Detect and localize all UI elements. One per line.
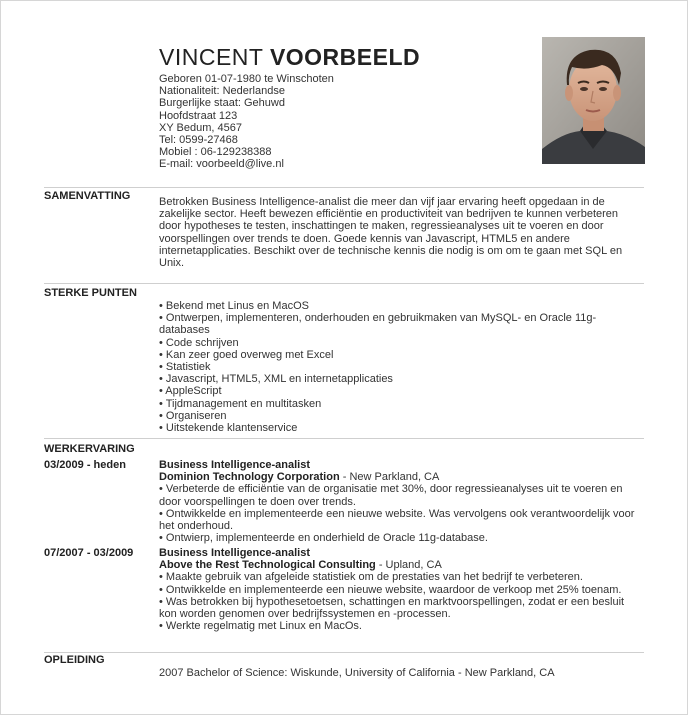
list-item: • AppleScript [159,385,222,398]
birth-info: Geboren 01-07-1980 te Winschoten [159,73,334,85]
job-employer [159,559,639,571]
postal-city: XY Bedum, 4567 [159,121,242,134]
education-heading: OPLEIDING [44,654,105,666]
job-title: Business Intelligence-analist [159,459,310,471]
job-bullet: • Ontwikkelde en implementeerde een nieuwe website. Was vervolgens ook verantwoordelijk voor het onderhoud. [159,507,635,533]
list-item: • Organiseren [159,409,227,422]
job-bullet: • Werkte regelmatig met Linux en MacOs. [159,620,362,633]
street-address: Hoofdstraat 123 [159,109,238,122]
list-item: • Ontwerpen, implementeren, onderhouden en gebruikmaken van MySQL- en Oracle 11g- [159,312,597,325]
job-bullet: • Was betrokken bij hypothesetoetsen, schattingen en marktvoorspellingen, zodat er een besluit kon worden genomen over bedrijfssystemen en -processen. [159,595,625,621]
job-dates: 07/2007 - 03/2009 [44,547,134,559]
summary-heading: SAMENVATTING [44,190,131,202]
email: E-mail: voorbeeld@live.nl [159,158,284,171]
last-name: VOORBEELD [269,44,421,70]
job-entry [159,459,639,544]
list-item: • Uitstekende klantenservice [159,422,298,435]
job-bullet: • Ontwikkelde en implementeerde een nieuwe website, waardoor de verkoop met 25% toenam. [159,583,622,596]
section-divider [44,438,644,439]
first-name: VINCENT [159,44,264,70]
list-item: • Kan zeer goed overweg met Excel [159,348,334,361]
section-divider [44,652,644,653]
list-item: • Bekend met Linus en MacOS [159,300,309,312]
job-bullet: • Ontwierp, implementeerde en onderhield de Oracle 11g-database. [159,532,488,545]
strengths-heading: STERKE PUNTEN [44,287,137,299]
job-dates: 03/2009 - heden [44,459,126,471]
mobile: Mobiel : 06-129238388 [159,146,272,159]
marital-status: Burgerlijke staat: Gehuwd [159,97,285,110]
contact-details [159,73,334,171]
section-divider [44,283,644,284]
strengths-list [159,300,635,434]
summary-text: Betrokken Business Intelligence-analist die meer dan vijf jaar ervaring heeft opgedaan in de zakelijke sector. Heeft bewezen efficiëntie en productiviteit van bedrijven te kunnen verbeteren door hypotheses te testen, inschattingen te maken, regressieanalyses uit te voeren en door voorspellingen over trends te doen. Goede kennis van Javascript, HTML5 en andere internetapplicaties. Beschikt over de technische kennis die nodig is om om te gaan met SQL en Unix. [159,196,623,270]
list-item: • Javascript, HTML5, XML en internetapplicaties [159,373,393,386]
education-text: 2007 Bachelor of Science: Wiskunde, University of California - New Parkland, CA [159,667,555,679]
list-item: databases [159,324,210,337]
section-divider [44,187,644,188]
job-bullet: • Maakte gebruik van afgeleide statistiek om de prestaties van het bedrijf te verbeteren. [159,571,583,584]
job-entry [159,547,639,632]
job-bullet: • Verbeterde de efficiëntie van de organisatie met 30%, door regressieanalyses uit te voeren en door voorspellingen te doen over trends. [159,483,623,508]
profile-photo [542,37,645,164]
company-name: Dominion Technology Corporation [159,471,340,484]
list-item: • Statistiek [159,361,211,374]
list-item: • Tijdmanagement en multitasken [159,397,322,410]
company-location: - Upland, CA [375,559,442,572]
list-item: • Code schrijven [159,336,239,349]
job-title: Business Intelligence-analist [159,547,310,559]
company-name: Above the Rest Technological Consulting [159,559,376,572]
candidate-name [159,44,420,71]
company-location: - New Parkland, CA [339,471,440,484]
experience-heading: WERKERVARING [44,443,135,455]
job-employer [159,471,639,483]
nationality: Nationaliteit: Nederlandse [159,85,285,98]
phone: Tel: 0599-27468 [159,134,238,147]
